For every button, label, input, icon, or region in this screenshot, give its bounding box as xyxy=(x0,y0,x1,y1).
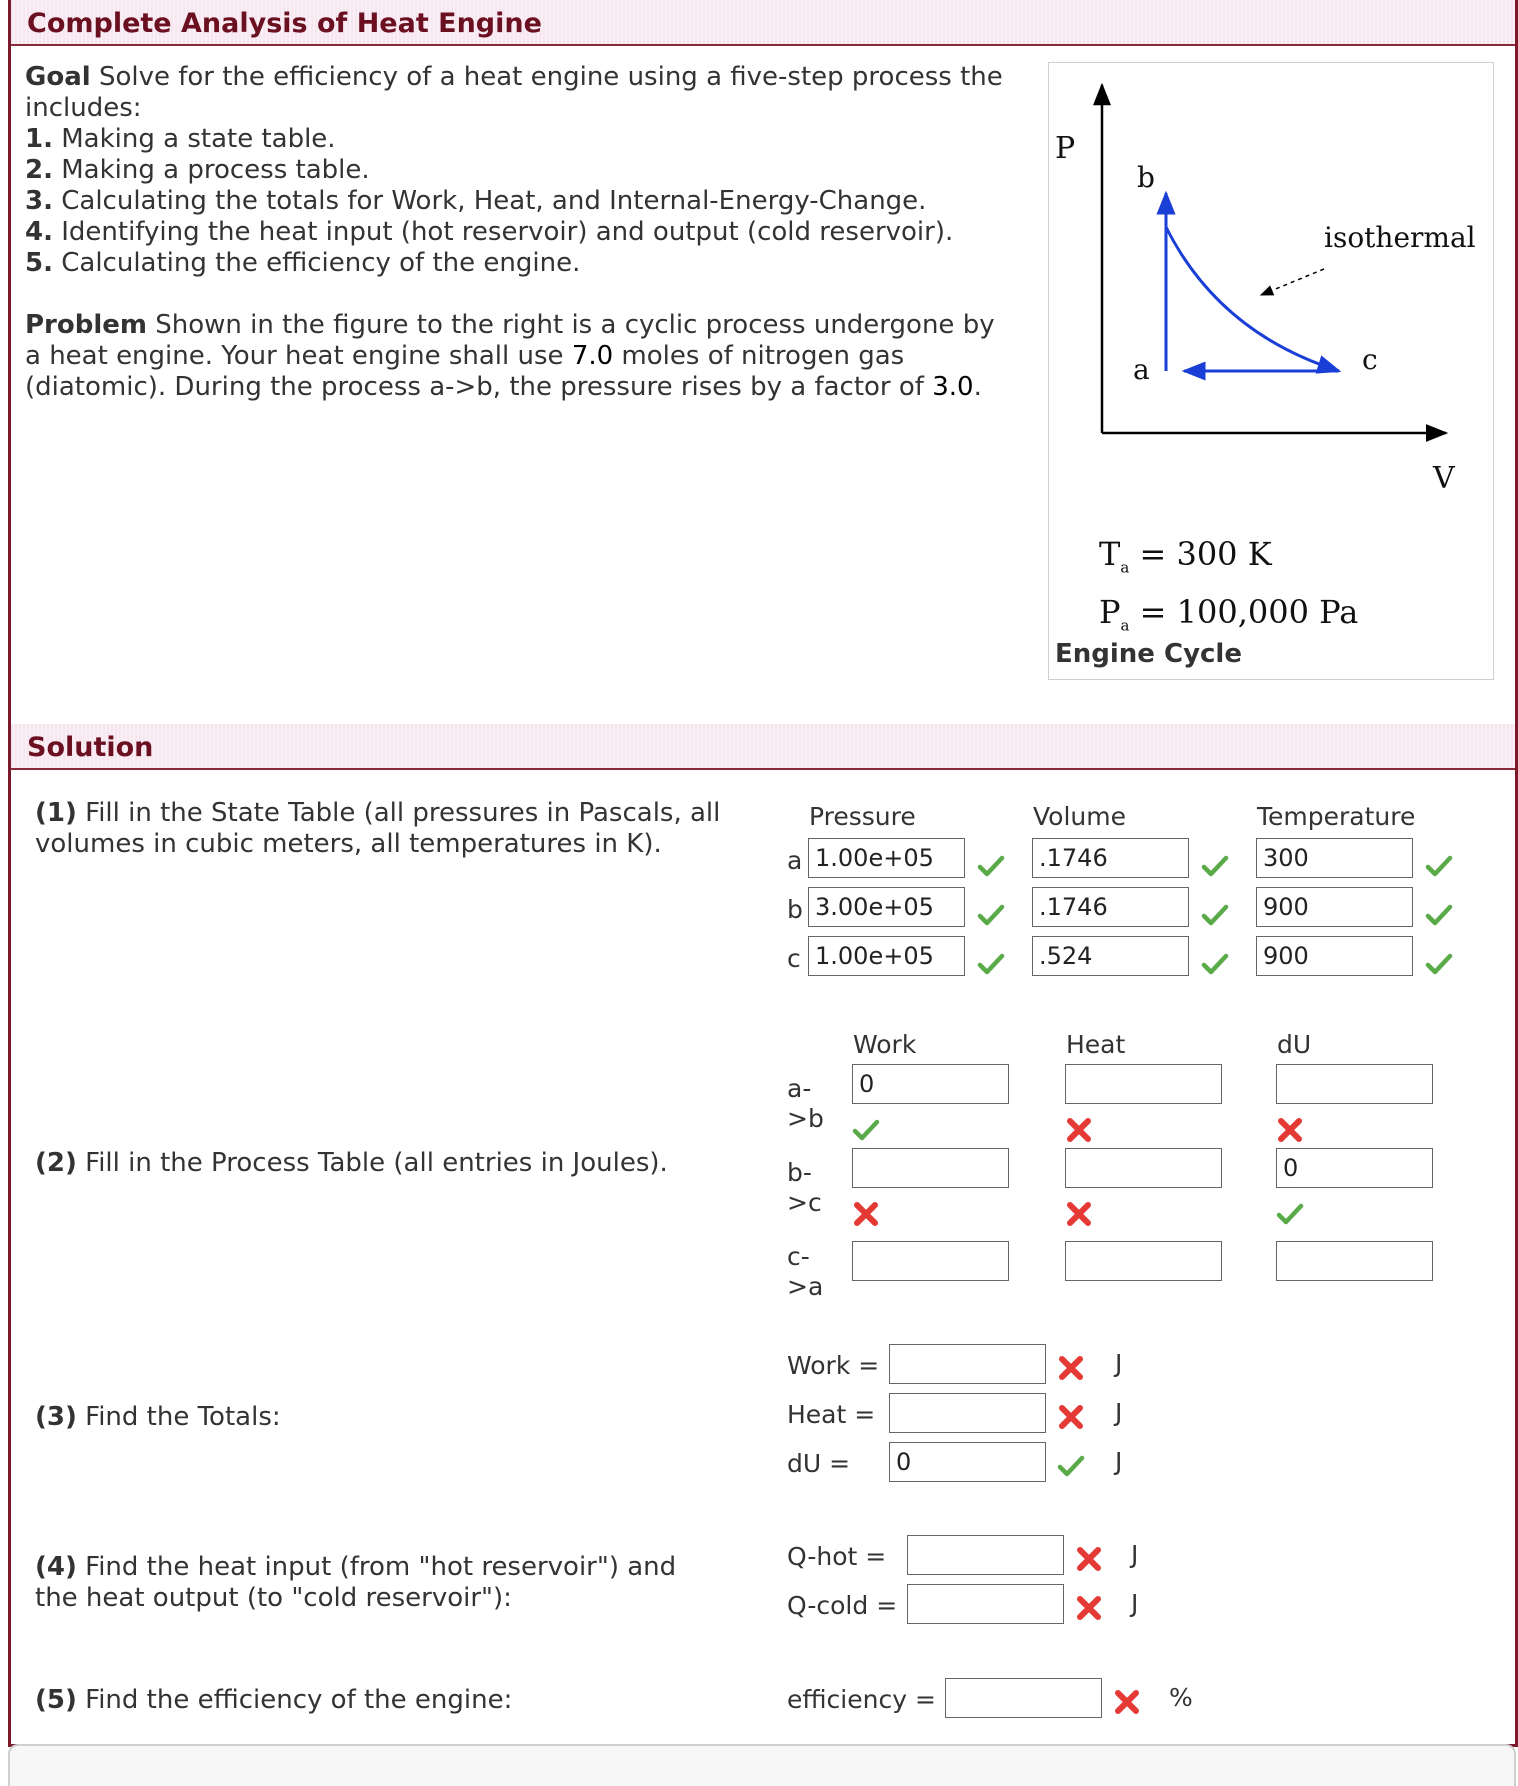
check-icon xyxy=(1425,852,1453,880)
problem-panel xyxy=(8,0,1518,727)
pa-sub: a xyxy=(1120,616,1130,635)
check-icon xyxy=(977,852,1005,880)
check-icon xyxy=(977,901,1005,929)
process-header-heat: Heat xyxy=(1066,1030,1126,1059)
ta-sub: a xyxy=(1120,558,1130,577)
row-label-2: >b xyxy=(787,1104,824,1133)
total-work-unit: J xyxy=(1115,1349,1123,1378)
check-icon xyxy=(1425,950,1453,978)
moles-value: 7.0 xyxy=(571,341,614,371)
pa-value: = 100,000 Pa xyxy=(1139,593,1359,631)
ta-label: T xyxy=(1099,535,1121,573)
total-work-label: Work = xyxy=(787,1351,880,1380)
page-title: Complete Analysis of Heat Engine xyxy=(27,8,542,39)
state-pressure-input[interactable]: 1.00e+05 xyxy=(808,838,965,878)
step-num: 5. xyxy=(25,248,53,278)
state-volume-input[interactable]: .524 xyxy=(1032,936,1189,976)
cross-icon xyxy=(1057,1403,1085,1431)
check-icon xyxy=(852,1116,880,1144)
cross-icon xyxy=(1065,1200,1093,1228)
efficiency-input[interactable] xyxy=(945,1678,1102,1718)
isothermal-label: isothermal xyxy=(1324,221,1476,254)
step-num: (2) xyxy=(35,1148,77,1178)
problem-text: a heat engine. Your heat engine shall use xyxy=(25,341,572,371)
step5-text xyxy=(35,1685,512,1716)
state-header-pressure: Pressure xyxy=(809,802,916,831)
efficiency-label: efficiency = xyxy=(787,1685,936,1714)
check-icon xyxy=(1425,901,1453,929)
check-icon xyxy=(1057,1452,1085,1480)
row-label-2: >a xyxy=(787,1272,824,1301)
process-work-input[interactable]: 0 xyxy=(852,1064,1009,1104)
process-work-input[interactable] xyxy=(852,1241,1009,1281)
step2-text xyxy=(35,1148,668,1179)
solution-panel xyxy=(8,724,1518,1747)
q-hot-unit: J xyxy=(1131,1540,1139,1569)
state-volume-input[interactable]: .1746 xyxy=(1032,838,1189,878)
total-du-unit: J xyxy=(1115,1447,1123,1476)
step-3 xyxy=(25,186,926,217)
pa-label: P xyxy=(1099,593,1121,631)
step-num: (1) xyxy=(35,798,77,828)
next-panel-strip xyxy=(8,1744,1516,1786)
total-heat-input[interactable] xyxy=(889,1393,1046,1433)
total-heat-label: Heat = xyxy=(787,1400,876,1429)
problem-label: Problem xyxy=(25,310,147,340)
point-c-label: c xyxy=(1362,343,1378,376)
problem-text: (diatomic). During the process a->b, the pressure rises by a factor of xyxy=(25,372,933,402)
step-text: Making a process table. xyxy=(61,155,370,185)
state-header-temperature: Temperature xyxy=(1257,802,1416,831)
step-num: (4) xyxy=(35,1552,77,1582)
check-icon xyxy=(977,950,1005,978)
engine-cycle-figure xyxy=(1048,62,1494,680)
step1-line2: volumes in cubic meters, all temperatures in K). xyxy=(35,829,662,859)
step-text: Fill in the Process Table (all entries in Joules). xyxy=(85,1148,668,1178)
ta-value: = 300 K xyxy=(1139,535,1272,573)
process-row-label xyxy=(787,1158,822,1218)
process-work-input[interactable] xyxy=(852,1148,1009,1188)
total-work-input[interactable] xyxy=(889,1344,1046,1384)
q-hot-label: Q-hot = xyxy=(787,1542,887,1571)
state-row-label: a xyxy=(787,846,803,875)
process-du-input[interactable] xyxy=(1276,1241,1433,1281)
process-heat-input[interactable] xyxy=(1065,1064,1222,1104)
step-num: (5) xyxy=(35,1685,77,1715)
cross-icon xyxy=(1075,1594,1103,1622)
row-label-1: c- xyxy=(787,1242,810,1271)
row-label-1: b- xyxy=(787,1158,812,1187)
q-cold-unit: J xyxy=(1131,1589,1139,1618)
process-row-label xyxy=(787,1074,824,1134)
check-icon xyxy=(1201,901,1229,929)
total-du-input[interactable]: 0 xyxy=(889,1442,1046,1482)
process-heat-input[interactable] xyxy=(1065,1148,1222,1188)
step-5 xyxy=(25,248,580,279)
state-temperature-input[interactable]: 900 xyxy=(1256,887,1413,927)
step-num: (3) xyxy=(35,1402,77,1432)
process-row-label xyxy=(787,1242,823,1302)
step-num: 3. xyxy=(25,186,53,216)
cross-icon xyxy=(1057,1354,1085,1382)
cross-icon xyxy=(1113,1688,1141,1716)
state-temperature-input[interactable]: 300 xyxy=(1256,838,1413,878)
state-temperature-input[interactable]: 900 xyxy=(1256,936,1413,976)
efficiency-unit: % xyxy=(1169,1683,1193,1712)
step-1 xyxy=(25,124,336,155)
goal-text: Solve for the efficiency of a heat engine using a five-step process the xyxy=(98,62,1003,92)
cross-icon xyxy=(852,1200,880,1228)
step-text: Find the heat input (from "hot reservoir") and xyxy=(85,1552,677,1582)
problem-text: Shown in the figure to the right is a cyclic process undergone by xyxy=(155,310,995,340)
state-row-label: b xyxy=(787,895,803,924)
isothermal-pointer xyxy=(1261,269,1324,295)
pv-diagram xyxy=(1049,63,1493,679)
goal-label: Goal xyxy=(25,62,91,92)
q-hot-input[interactable] xyxy=(907,1535,1064,1575)
step4-line1 xyxy=(35,1552,676,1583)
state-header-volume: Volume xyxy=(1033,802,1126,831)
problem-line-1 xyxy=(25,310,995,341)
state-pressure-input[interactable]: 3.00e+05 xyxy=(808,887,965,927)
step-num: 2. xyxy=(25,155,53,185)
solution-header xyxy=(11,724,1515,770)
point-b-label: b xyxy=(1137,161,1155,194)
step3-text xyxy=(35,1402,281,1433)
process-header-work: Work xyxy=(853,1030,917,1059)
process-du-input[interactable]: 0 xyxy=(1276,1148,1433,1188)
axis-v-label: V xyxy=(1433,461,1455,496)
step-text: Fill in the State Table (all pressures in Pascals, all xyxy=(85,798,721,828)
step-text: Find the Totals: xyxy=(85,1402,281,1432)
check-icon xyxy=(1201,950,1229,978)
problem-line-2 xyxy=(25,341,904,372)
step-4 xyxy=(25,217,953,248)
state-volume-input[interactable]: .1746 xyxy=(1032,887,1189,927)
process-header-du: dU xyxy=(1277,1030,1312,1059)
total-heat-unit: J xyxy=(1115,1398,1123,1427)
ta-annotation xyxy=(1099,535,1272,576)
state-row-label: c xyxy=(787,944,801,973)
point-a-label: a xyxy=(1133,353,1150,386)
step-2 xyxy=(25,155,370,186)
row-label-2: >c xyxy=(787,1188,822,1217)
step4-line2: the heat output (to "cold reservoir"): xyxy=(35,1583,512,1613)
q-cold-input[interactable] xyxy=(907,1584,1064,1624)
step-num: 4. xyxy=(25,217,53,247)
problem-text: moles of nitrogen gas xyxy=(613,341,905,371)
step-text: Find the efficiency of the engine: xyxy=(85,1685,513,1715)
cross-icon xyxy=(1065,1116,1093,1144)
step1-line1 xyxy=(35,798,720,829)
step-text: Making a state table. xyxy=(61,124,336,154)
check-icon xyxy=(1201,852,1229,880)
problem-header xyxy=(11,0,1515,46)
axis-p-label: P xyxy=(1055,131,1076,166)
total-du-label: dU = xyxy=(787,1449,851,1478)
process-du-input[interactable] xyxy=(1276,1064,1433,1104)
step-text: Calculating the totals for Work, Heat, and Internal-Energy-Change. xyxy=(61,186,927,216)
problem-line-3 xyxy=(25,372,982,403)
process-b-c xyxy=(1166,227,1339,371)
factor-value: 3.0 xyxy=(932,372,974,402)
problem-text: . xyxy=(973,372,982,402)
goal-line-2: includes: xyxy=(25,93,142,123)
step-num: 1. xyxy=(25,124,53,154)
cross-icon xyxy=(1075,1545,1103,1573)
step-text: Calculating the efficiency of the engine. xyxy=(61,248,581,278)
state-pressure-input[interactable]: 1.00e+05 xyxy=(808,936,965,976)
step-text: Identifying the heat input (hot reservoir) and output (cold reservoir). xyxy=(61,217,954,247)
check-icon xyxy=(1276,1200,1304,1228)
solution-title: Solution xyxy=(27,732,154,763)
process-heat-input[interactable] xyxy=(1065,1241,1222,1281)
row-label-1: a- xyxy=(787,1074,812,1103)
goal-line-1 xyxy=(25,62,1003,93)
figure-caption: Engine Cycle xyxy=(1055,639,1242,669)
pa-annotation xyxy=(1099,593,1358,634)
cross-icon xyxy=(1276,1116,1304,1144)
q-cold-label: Q-cold = xyxy=(787,1591,898,1620)
